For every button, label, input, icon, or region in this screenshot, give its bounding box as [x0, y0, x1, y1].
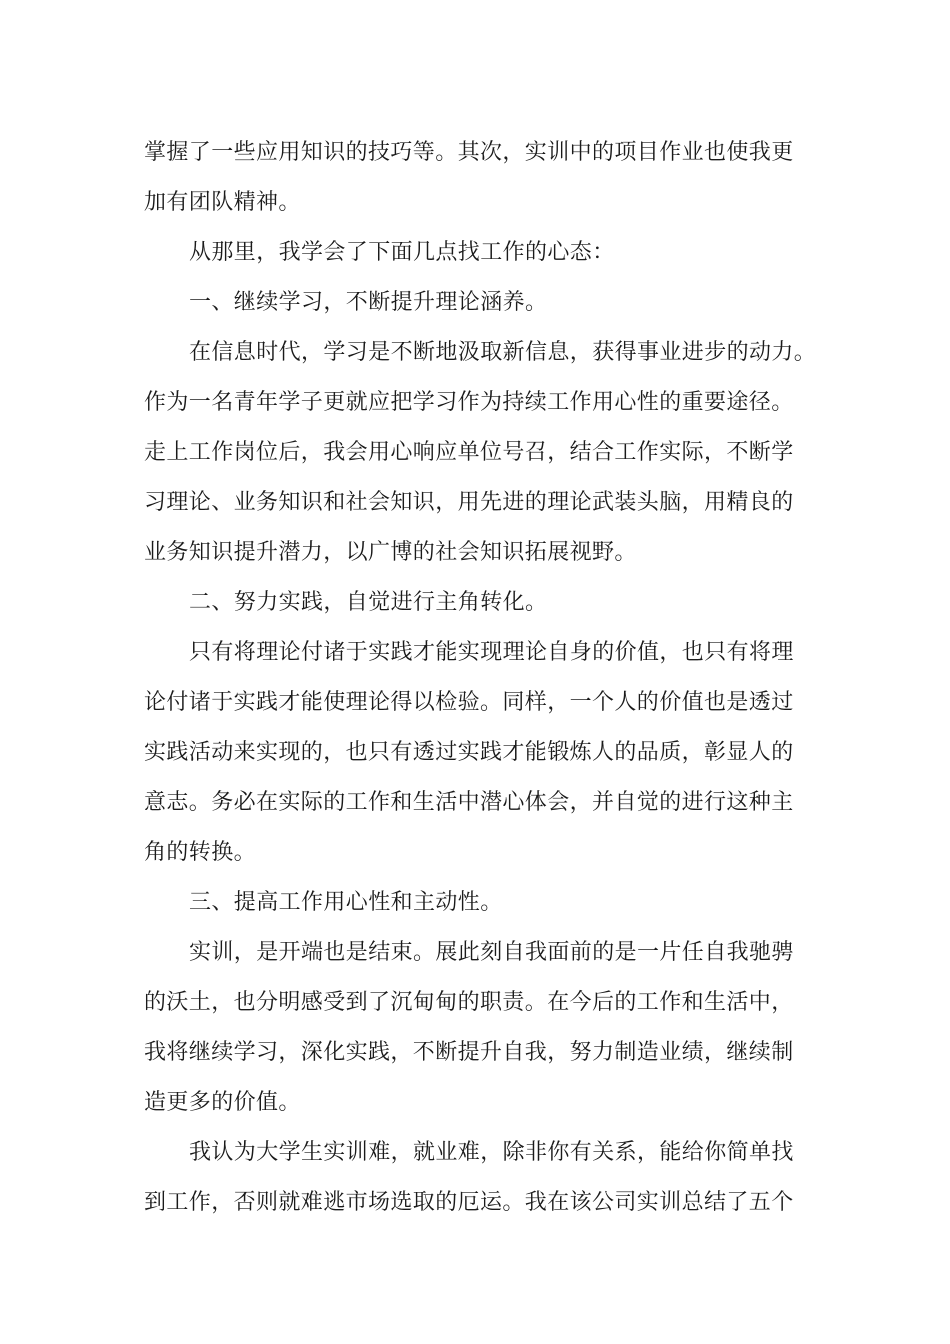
- text-line: 习理论、业务知识和社会知识，用先进的理论武装头脑，用精良的: [144, 490, 794, 515]
- text-line: 的沃土，也分明感受到了沉甸甸的职责。在今后的工作和生活中，: [144, 990, 794, 1015]
- section-heading: 二、努力实践，自觉进行主角转化。: [189, 590, 548, 615]
- text-line: 只有将理论付诸于实践才能实现理论自身的价值，也只有将理: [189, 640, 794, 665]
- text-line: 掌握了一些应用知识的技巧等。其次，实训中的项目作业也使我更: [144, 140, 794, 165]
- text-line: 在信息时代，学习是不断地汲取新信息，获得事业进步的动力。: [189, 340, 817, 365]
- text-line: 到工作，否则就难逃市场选取的厄运。我在该公司实训总结了五个: [144, 1190, 794, 1215]
- text-line: 我将继续学习，深化实践，不断提升自我，努力制造业绩，继续制: [144, 1040, 794, 1065]
- text-line: 我认为大学生实训难，就业难，除非你有关系，能给你简单找: [189, 1140, 794, 1165]
- text-line: 从那里，我学会了下面几点找工作的心态：: [189, 240, 615, 265]
- text-line: 角的转换。: [144, 840, 257, 865]
- text-line: 走上工作岗位后，我会用心响应单位号召，结合工作实际，不断学: [144, 440, 794, 465]
- text-line: 论付诸于实践才能使理论得以检验。同样，一个人的价值也是透过: [144, 690, 794, 715]
- section-heading: 三、提高工作用心性和主动性。: [189, 890, 503, 915]
- text-line: 业务知识提升潜力，以广博的社会知识拓展视野。: [144, 540, 637, 565]
- text-line: 实践活动来实现的，也只有透过实践才能锻炼人的品质，彰显人的: [144, 740, 794, 765]
- text-line: 造更多的价值。: [144, 1090, 301, 1115]
- text-line: 作为一名青年学子更就应把学习作为持续工作用心性的重要途径。: [144, 390, 794, 415]
- text-line: 实训，是开端也是结束。展此刻自我面前的是一片任自我驰骋: [189, 940, 794, 965]
- document-body: [144, 128, 824, 1228]
- text-line: 加有团队精神。: [144, 190, 301, 215]
- text-line: 意志。务必在实际的工作和生活中潜心体会，并自觉的进行这种主: [144, 790, 794, 815]
- section-heading: 一、继续学习，不断提升理论涵养。: [189, 290, 548, 315]
